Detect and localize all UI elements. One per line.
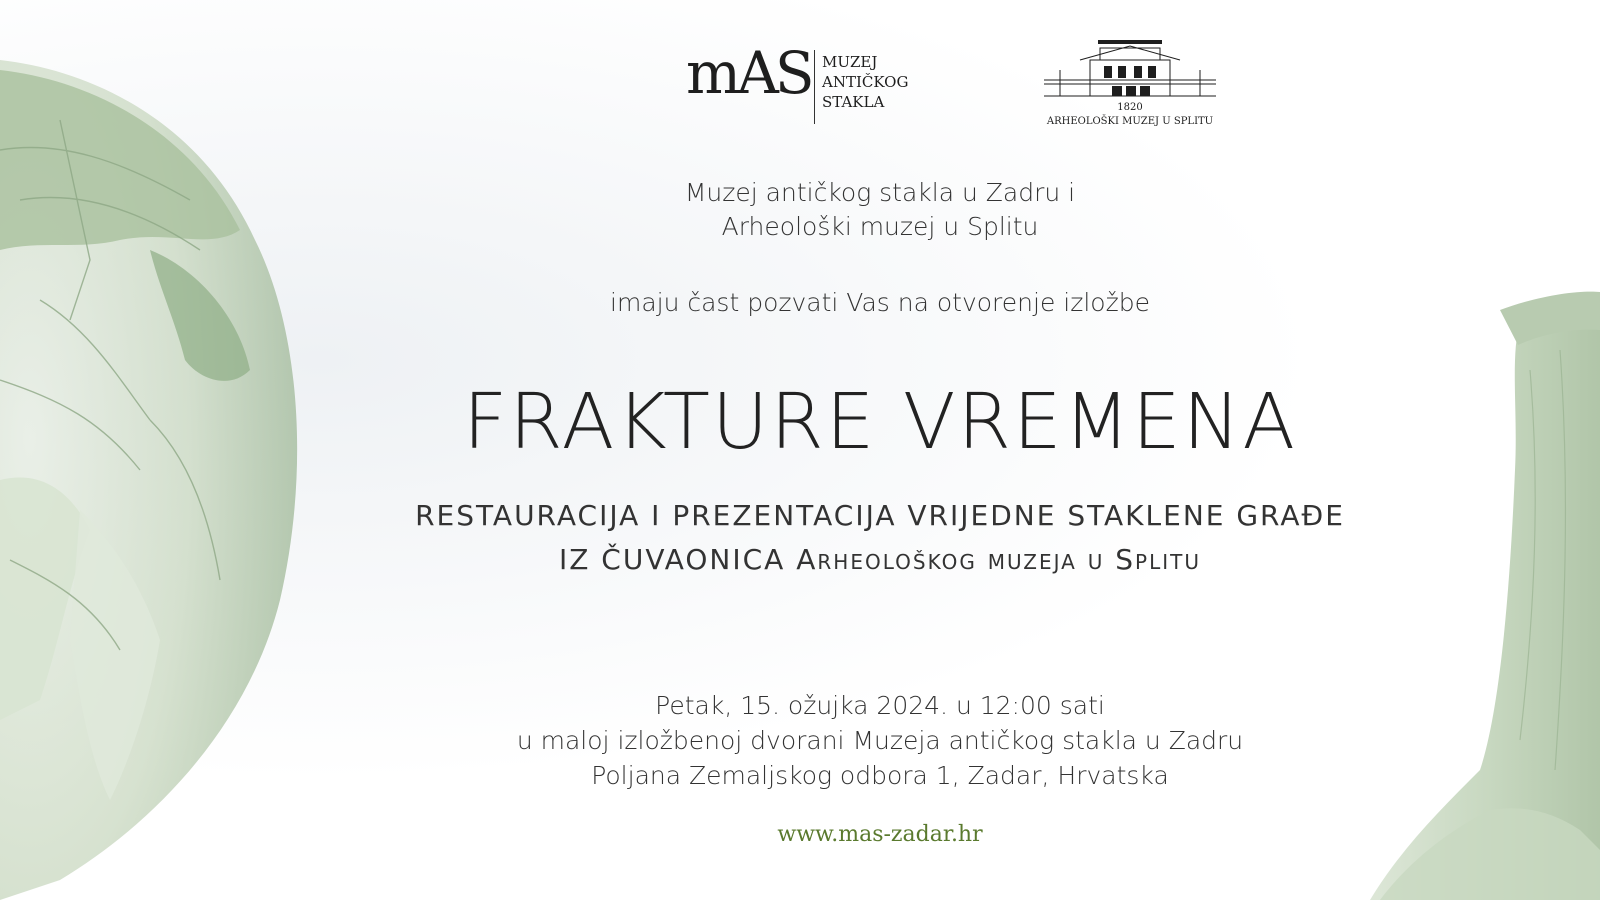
logo-bar bbox=[0, 40, 1600, 140]
amus-logo-name: ARHEOLOŠKI MUZEJ U SPLITU bbox=[1046, 116, 1214, 127]
mas-logo-line-1: MUZEJ bbox=[822, 53, 878, 71]
subtitle-line-2: IZ ČUVAONICA Arheološkog muzeja u Splitu bbox=[558, 543, 1202, 576]
exhibition-subtitle bbox=[380, 494, 1380, 582]
mas-logo-mark: mAS bbox=[686, 39, 811, 107]
mas-logo-text bbox=[822, 52, 942, 112]
museum-building-icon bbox=[1040, 40, 1220, 102]
mas-logo-line-3: STAKLA bbox=[822, 93, 885, 111]
invitation-text: imaju čast pozvati Vas na otvorenje izložbe bbox=[610, 288, 1150, 317]
organizers-text bbox=[380, 176, 1380, 244]
mas-logo-line-2: ANTIČKOG bbox=[822, 73, 909, 91]
event-details bbox=[380, 688, 1380, 793]
event-address: Poljana Zemaljskog odbora 1, Zadar, Hrvatska bbox=[591, 761, 1169, 790]
organizers-line-2: Arheološki muzej u Splitu bbox=[721, 212, 1039, 241]
website-link[interactable]: www.mas-zadar.hr bbox=[777, 822, 983, 847]
organizers-line-1: Muzej antičkog stakla u Zadru i bbox=[684, 178, 1076, 207]
subtitle-line-1: RESTAURACIJA I PREZENTACIJA VRIJEDNE STAKLENE GRAĐE bbox=[415, 499, 1345, 532]
event-datetime: Petak, 15. ožujka 2024. u 12:00 sati bbox=[655, 691, 1105, 720]
exhibition-title: FRAKTURE VREMENA bbox=[462, 378, 1298, 467]
amus-logo-year: 1820 bbox=[1117, 102, 1143, 113]
mas-logo-divider bbox=[814, 50, 815, 124]
event-venue: u maloj izložbenoj dvorani Muzeja antičkog stakla u Zadru bbox=[516, 726, 1244, 755]
amus-logo bbox=[1040, 40, 1220, 140]
